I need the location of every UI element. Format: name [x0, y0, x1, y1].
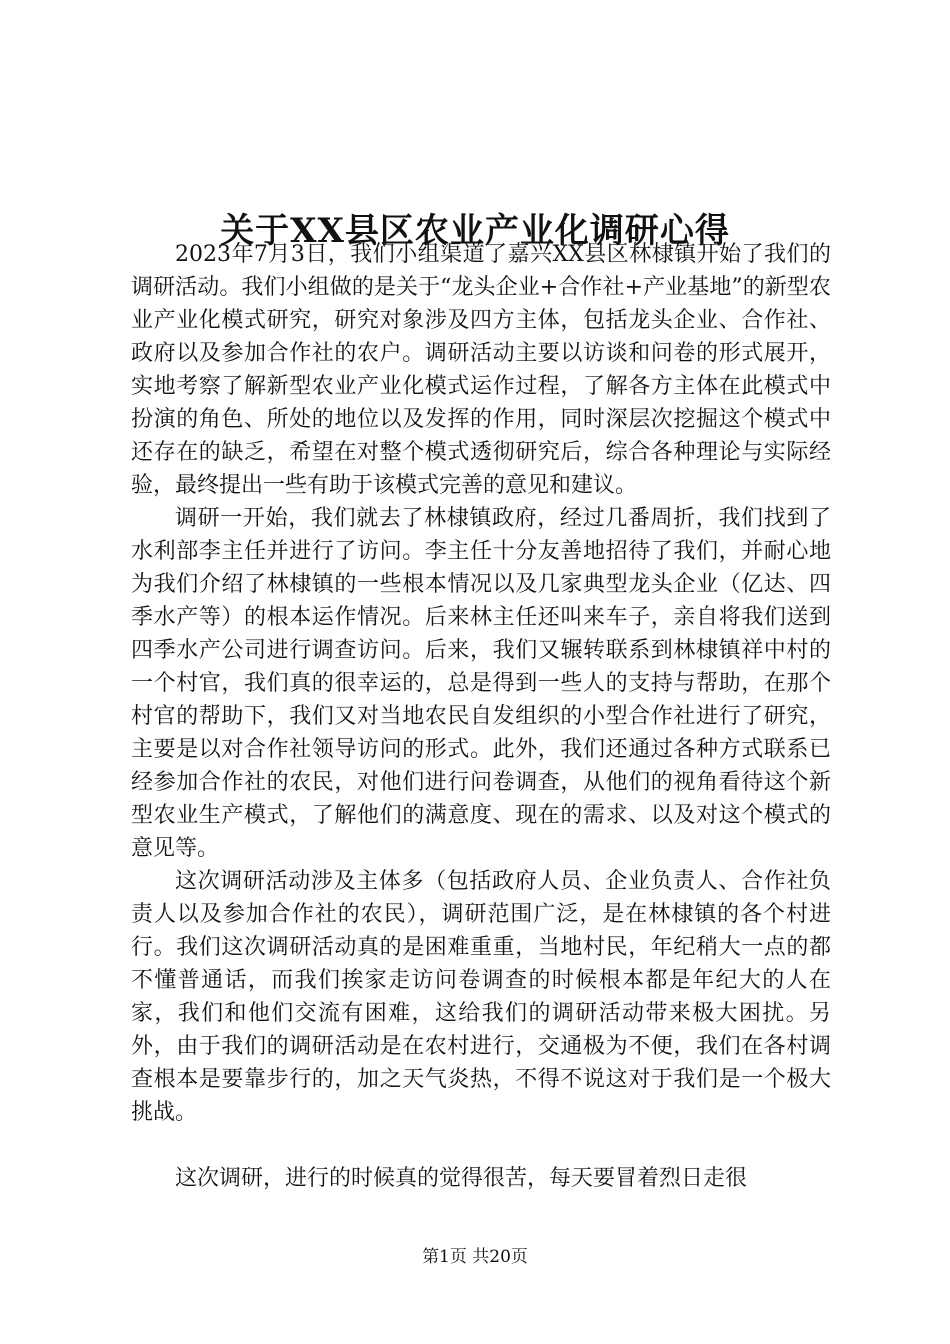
page-number-footer: 第1页 共20页 [422, 1247, 528, 1267]
paragraph-3: 这次调研活动涉及主体多（包括政府人员、企业负责人、合作社负责人以及参加合作社的农民），调研范围广泛，是在林棣镇的各个村进行。我们这次调研活动真的是困难重重，当地村民，年纪稍大一点的都不懂普通话，而我们挨家走访问卷调查的时候根本都是年纪大的人在家，我们和他们交流有困难，这给我们的调研活动带来极大困扰。另外，由于我们的调研活动是在农村进行，交通极为不便，我们在各村调查根本是要靠步行的，加之天气炎热，不得不说这对于我们是一个极大挑战。 [131, 869, 831, 1125]
document-body [131, 238, 831, 1195]
paragraph-4: 这次调研，进行的时候真的觉得很苦，每天要冒着烈日走很 [175, 1166, 748, 1191]
paragraph-2: 调研一开始，我们就去了林棣镇政府，经过几番周折，我们找到了水利部李主任并进行了访问。李主任十分友善地招待了我们，并耐心地为我们介绍了林棣镇的一些根本情况以及几家典型龙头企业（亿达、四季水产等）的根本运作情况。后来林主任还叫来车子，亲自将我们送到四季水产公司进行调查访问。后来，我们又辗转联系到林棣镇祥中村的一个村官，我们真的很幸运的，总是得到一些人的支持与帮助，在那个村官的帮助下，我们又对当地农民自发组织的小型合作社进行了研究，主要是以对合作社领导访问的形式。此外，我们还通过各种方式联系已经参加合作社的农民，对他们进行问卷调查，从他们的视角看待这个新型农业生产模式，了解他们的满意度、现在的需求、以及对这个模式的意见等。 [131, 506, 831, 861]
document-title: 关于XX县区农业产业化调研心得 [220, 210, 730, 251]
paragraph-1: 2023年7月3日，我们小组渠道了嘉兴XX县区林棣镇开始了我们的调研活动。我们小组做的是关于“龙头企业+合作社+产业基地”的新型农业产业化模式研究，研究对象涉及四方主体，包括龙头企业、合作社、政府以及参加合作社的农户。调研活动主要以访谈和问卷的形式展开，实地考察了解新型农业产业化模式运作过程，了解各方主体在此模式中扮演的角色、所处的地位以及发挥的作用，同时深层次挖掘这个模式中还存在的缺乏，希望在对整个模式透彻研究后，综合各种理论与实际经验，最终提出一些有助于该模式完善的意见和建议。 [131, 242, 831, 498]
